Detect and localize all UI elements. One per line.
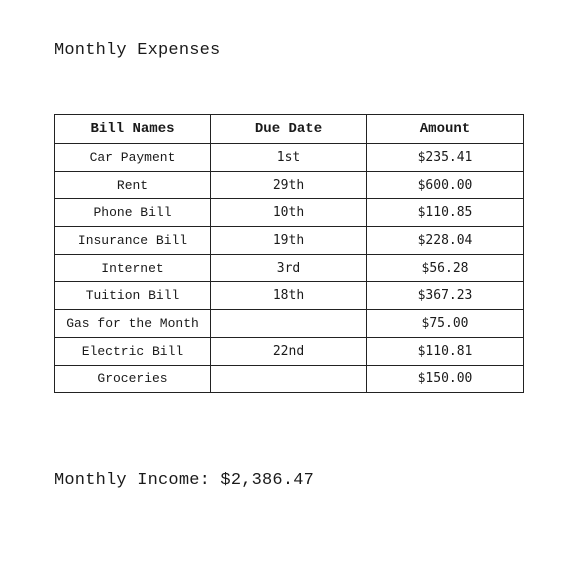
table-row	[55, 337, 524, 365]
bill-name-cell: Groceries	[55, 365, 211, 393]
due-date-cell: 10th	[211, 199, 367, 227]
amount-cell: $367.23	[367, 282, 524, 310]
due-date-cell	[211, 365, 367, 393]
bill-name-cell: Electric Bill	[55, 337, 211, 365]
bills-table	[54, 114, 524, 393]
table-row	[55, 144, 524, 172]
bill-name-cell: Insurance Bill	[55, 227, 211, 255]
monthly-income: Monthly Income: $2,386.47	[54, 471, 315, 490]
table-row	[55, 171, 524, 199]
due-date-cell: 3rd	[211, 254, 367, 282]
amount-cell: $56.28	[367, 254, 524, 282]
due-date-cell: 1st	[211, 144, 367, 172]
amount-cell: $150.00	[367, 365, 524, 393]
table-row	[55, 227, 524, 255]
bill-name-cell: Gas for the Month	[55, 310, 211, 338]
bill-name-cell: Rent	[55, 171, 211, 199]
due-date-cell: 22nd	[211, 337, 367, 365]
bill-name-cell: Car Payment	[55, 144, 211, 172]
amount-cell: $600.00	[367, 171, 524, 199]
due-date-cell: 18th	[211, 282, 367, 310]
header-amount: Amount	[367, 115, 524, 144]
bill-name-cell: Phone Bill	[55, 199, 211, 227]
amount-cell: $235.41	[367, 144, 524, 172]
amount-cell: $228.04	[367, 227, 524, 255]
table-row	[55, 199, 524, 227]
table-row	[55, 310, 524, 338]
bill-name-cell: Internet	[55, 254, 211, 282]
table-header-row	[55, 115, 524, 144]
amount-cell: $110.85	[367, 199, 524, 227]
due-date-cell	[211, 310, 367, 338]
amount-cell: $110.81	[367, 337, 524, 365]
amount-cell: $75.00	[367, 310, 524, 338]
table-row	[55, 365, 524, 393]
due-date-cell: 29th	[211, 171, 367, 199]
due-date-cell: 19th	[211, 227, 367, 255]
table-row	[55, 254, 524, 282]
page-title: Monthly Expenses	[54, 41, 221, 60]
header-bill-names: Bill Names	[55, 115, 211, 144]
header-due-date: Due Date	[211, 115, 367, 144]
table-row	[55, 282, 524, 310]
bill-name-cell: Tuition Bill	[55, 282, 211, 310]
